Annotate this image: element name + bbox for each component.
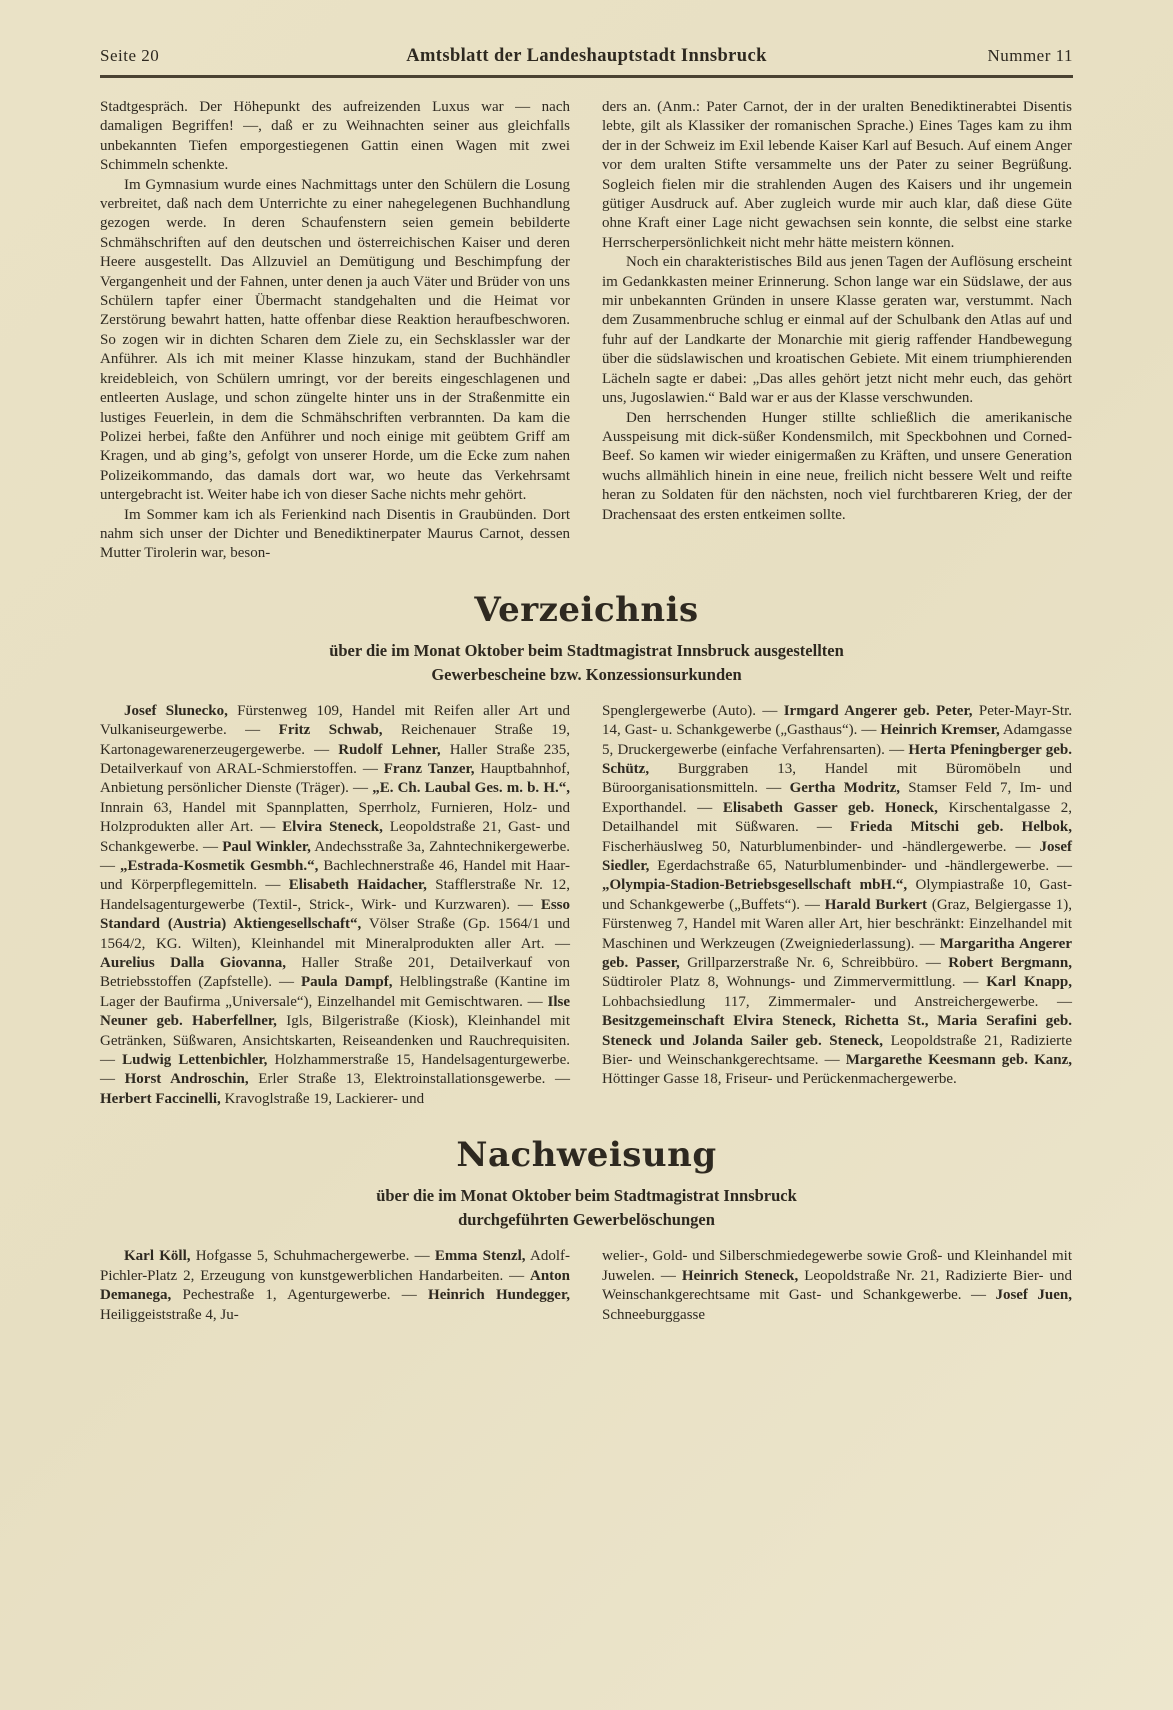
- article-paragraph: Stadtgespräch. Der Höhepunkt des aufreizenden Luxus war — nach damaligen Begriffen! —, daß er zu Weihnachten seiner aus gleichfalls unbekannten Tiefen emporgestiegenen Gattin einen Wagen mit zwei Schimmeln schenkte.: [100, 99, 570, 174]
- entry-name: Robert Bergmann,: [948, 955, 1072, 972]
- verzeichnis-left-column: [100, 702, 570, 1110]
- publication-title: Amtsblatt der Landeshauptstadt Innsbruck: [406, 46, 767, 66]
- entry-name: Josef Juen,: [995, 1287, 1072, 1304]
- entry-name: Josef Siedler,: [602, 838, 1072, 874]
- entry-text: Erler Straße 13, Elektroinstallationsgewerbe. —: [248, 1071, 571, 1088]
- entry-name: „Estrada-Kosmetik Gesmbh.“,: [120, 858, 319, 874]
- entry-name: „E. Ch. Laubal Ges. m. b. H.“,: [372, 780, 570, 797]
- entry-name: Margarethe Keesmann geb. Kanz,: [845, 1052, 1073, 1069]
- entry-text: Höttinger Gasse 18, Friseur- und Perückenmachergewerbe.: [602, 1071, 957, 1088]
- entry-name: Franz Tanzer,: [383, 760, 475, 777]
- entry-text: Haller Straße 201, Detailverkauf von Betriebsstoffen (Zapfstelle). —: [100, 955, 570, 991]
- entry-name: Anton Demanega,: [100, 1267, 570, 1304]
- article-paragraph: Im Gymnasium wurde eines Nachmittags unter den Schülern die Losung verbreitet, daß nach dem Unterrichte zu einer nahegelegenen Buchhandlung gezogen werde. In deren Schaufenstern seien gemein bebilderte Schmähschriften auf den deutschen und österreichischen Kaiser und deren Heere ausgestellt. Das Allzuviel an Demütigung und Beschimpfung der Vergangenheit und der Fahnen, unter denen ja auch Väter und Brüder von uns Schülern tapfer einer Übermacht standgehalten und die Heimat vor Zerstörung bewahrt hatten, hatte offenbar diese Reaktion heraufbeschworen. So zogen wir in dichten Scharen dem Ziele zu, ein Sechsklassler war der Anführer. Als ich mit meiner Klasse hinzukam, stand der Buchhändler kreidebleich, von Schülern umringt, vor der bereits eingeschlagenen und entleerten Auslage, und schon züngelte hinter uns in der Straßenmitte ein lustiges Feuerlein, in dem die Schmähschriften verbrannten. Da kam die Polizei herbei, faßte den Anführer und noch einige mit geübtem Griff am Kragen, und ab ging’s, gefolgt von unserer Horde, um die Ecke zum nahen Polizeikommando, das damals dort war, wo heute das Verkehrsamt untergebracht ist. Weiter habe ich von dieser Sache nichts mehr gehört.: [100, 176, 570, 504]
- entry-text: Bachlechnerstraße 46, Handel mit Haar- und Körperpflegemitteln. —: [100, 858, 570, 894]
- entry-name: Paul Winkler,: [222, 838, 311, 855]
- entry-text: Innrain 63, Handel mit Spannplatten, Sperrholz, Furnieren, Holz- und Holzprodukten aller Art. —: [100, 799, 570, 836]
- entry-name: Harald Burkert: [824, 896, 928, 913]
- entry-name: Rudolf Lehner,: [338, 741, 441, 758]
- entry-name: Elisabeth Haidacher,: [288, 877, 427, 894]
- subtitle-line: über die im Monat Oktober beim Stadtmagistrat Innsbruck ausgestellten: [329, 640, 844, 660]
- entry-name: Karl Köll,: [124, 1248, 191, 1265]
- header-divider: [100, 75, 1073, 78]
- entry-name: Karl Knapp,: [986, 974, 1072, 991]
- nachweisung-section: [100, 1135, 1073, 1325]
- entry-text: welier-, Gold- und Silberschmiedegewerbe sowie Groß- und Kleinhandel mit Juwelen. —: [602, 1248, 1072, 1284]
- article-paragraph: ders an. (Anm.: Pater Carnot, der in der uralten Benediktinerabtei Disentis lebte, gilt als Klassiker der romanischen Sprache.) Eines Tages kam zu ihm der in der Schweiz im Exil lebende Kaiser Karl auf Besuch. Auf einem Anger vor dem uralten Stifte versammelte uns der Pater zu seiner Begrüßung. Sogleich fielen mir die strahlenden Augen des Kaisers und ihr ungemein gütiger Ausdruck auf. Aber zugleich wurde mir auch klar, daß diese Güte ohne Kraft einer Lage nicht gewachsen sein konnte, die selbst eine starke Herrscherpersönlichkeit nicht mehr hätte meistern können.: [602, 99, 1072, 251]
- entry-text: Hofgasse 5, Schuhmachergewerbe. —: [190, 1248, 435, 1265]
- entry-name: Heinrich Kremser,: [880, 722, 1000, 739]
- entry-text: Pechestraße 1, Agenturgewerbe. —: [171, 1287, 429, 1304]
- entry-text: Haller Straße 235, Detailverkauf von ARAL-Schmierstoffen. —: [100, 741, 570, 777]
- entry-text: Andechsstraße 3a, Zahntechnikergewerbe. —: [100, 838, 570, 874]
- entry-name: Elvira Steneck,: [282, 819, 383, 836]
- nachweisung-left-column: [100, 1247, 570, 1325]
- entry-name: Fritz Schwab,: [278, 722, 383, 739]
- article-section: [100, 98, 1073, 564]
- issue-number-label: Nummer 11: [987, 46, 1073, 65]
- entry-text: Hauptbahnhof, Anbietung persönlicher Dienste (Träger). —: [100, 760, 570, 797]
- entry-name: Elisabeth Gasser geb. Honeck,: [722, 799, 938, 816]
- section-subtitle: [100, 639, 1073, 687]
- entry-text: Kravoglstraße 19, Lackierer- und: [220, 1090, 425, 1107]
- entry-text: Holzhammerstraße 15, Handelsagenturgewerbe. —: [100, 1052, 571, 1088]
- entry-name: Besitzgemeinschaft Elvira Steneck, Richetta St., Maria Serafini geb. Steneck und Jolanda Sailer geb. Steneck,: [602, 1013, 1072, 1049]
- page-number-label: Seite 20: [100, 46, 160, 65]
- entry-name: Herta Pfeningberger geb. Schütz,: [602, 741, 1072, 777]
- article-paragraph: Noch ein charakteristisches Bild aus jenen Tagen der Auflösung erscheint im Gedankkasten meiner Erinnerung. Schon lange war ein Südslawe, der aus mir unbekannten Gründen in unsere Klasse geraten war, verstummt. Nach dem Zusammenbruche schlug er einmal auf der Schulbank den Atlas auf und fuhr auf der Landkarte der Monarchie mit gierig raffender Handbewegung über die südslawischen und kroatischen Gebiete. Mit einem triumphierenden Lächeln sagte er dabei: „Das alles gehört jetzt nicht mehr euch, das gehört uns, Jugoslawien.“ Bald war er aus der Klasse verschwunden.: [602, 254, 1072, 407]
- entry-text: Fürstenweg 109, Handel mit Reifen aller Art und Vulkaniseurgewerbe. —: [100, 702, 571, 739]
- entry-text: Leopoldstraße 21, Radizierte Bier- und Weinschankgerechtsame. —: [602, 1032, 1073, 1069]
- entry-text: Lohbachsiedlung 117, Zimmermaler- und Anstreichergewerbe. —: [602, 993, 1072, 1010]
- subtitle-line: Gewerbescheine bzw. Konzessionsurkunden: [431, 664, 742, 684]
- section-subtitle: [100, 1184, 1073, 1232]
- entry-name: Ludwig Lettenbichler,: [122, 1052, 268, 1069]
- entry-name: Gertha Modritz,: [789, 780, 900, 797]
- entry-text: Helblingstraße (Kantine im Lager der Baufirma „Universale“), Einzelhandel mit Gemischtwaren. —: [100, 974, 570, 1010]
- entry-text: Völser Straße (Gp. 1564/1 und 1564/2, KG. Wilten), Kleinhandel mit Mineralprodukten aller Art. —: [100, 916, 570, 952]
- entry-name: Irmgard Angerer geb. Peter,: [783, 702, 973, 719]
- entry-name: Esso Standard (Austria) Aktiengesellschaft“,: [100, 896, 570, 933]
- entry-name: Paula Dampf,: [300, 974, 393, 991]
- entry-text: Grillparzerstraße Nr. 6, Schreibbüro. —: [679, 955, 949, 972]
- entry-text: Schneeburggasse: [602, 1306, 706, 1323]
- entry-name: Horst Androschin,: [124, 1071, 249, 1088]
- entry-text: Kirschentalgasse 2, Detailhandel mit Süßwaren. —: [602, 799, 1072, 836]
- entry-name: Aurelius Dalla Giovanna,: [100, 955, 286, 972]
- entry-text: Adamgasse 5, Druckergewerbe (einfache Verfahrensarten). —: [602, 722, 1072, 758]
- entry-text: Igls, Bilgeristraße (Kiosk), Kleinhandel mit Getränken, Süßwaren, Ansichtskarten, Reiseandenken und Rauchrequisiten. —: [100, 1013, 570, 1069]
- entry-text: Stamser Feld 7, Im- und Exporthandel. —: [602, 780, 1072, 816]
- entry-text: Stafflerstraße Nr. 12, Handelsagenturgewerbe (Textil-, Strick-, Wirk- und Kurzwaren). —: [100, 877, 570, 913]
- entry-text: Leopoldstraße Nr. 21, Radizierte Bier- und Weinschankgerechtsame mit Gast- und Schankgewerbe. —: [602, 1267, 1072, 1304]
- nachweisung-columns: [100, 1247, 1073, 1325]
- verzeichnis-right-column: [602, 702, 1072, 1110]
- entry-text: (Graz, Belgiergasse 1), Fürstenweg 7, Handel mit Waren aller Art, hier beschränkt: Einzelhandel mit Maschinen und Werkzeugen (Zweigniederlassung). —: [602, 896, 1073, 952]
- subtitle-line: über die im Monat Oktober beim Stadtmagistrat Innsbruck: [376, 1186, 797, 1206]
- entry-name: Emma Stenzl,: [434, 1248, 526, 1265]
- article-right-column: [602, 98, 1072, 564]
- entry-name: Ilse Neuner geb. Haberfellner,: [100, 993, 570, 1030]
- article-paragraph: Den herrschenden Hunger stillte schließlich die amerikanische Ausspeisung mit dick-süßer Kondensmilch, mit Speckbohnen und Corned-Beef. So kamen wir wieder einigermaßen zu Kräften, und unsere Generation wuchs allmählich hinein in eine neue, freilich nicht bessere Welt und reifte heran zu Soldaten für den nächsten, noch viel furchtbareren Krieg, der der Drachensaat des ersten entkeimen sollte.: [602, 409, 1072, 523]
- entry-text: Reichenauer Straße 19, Kartonagewarenerzeugergewerbe. —: [100, 722, 570, 758]
- entry-name: Heinrich Hundegger,: [428, 1287, 570, 1304]
- page-content: [100, 98, 1073, 1325]
- entry-text: Burggraben 13, Handel mit Büromöbeln und Büroorganisationsmitteln. —: [602, 760, 1072, 797]
- entry-text: Olympiastraße 10, Gast- und Schankgewerbe („Buffets“). —: [602, 877, 1072, 913]
- section-title-nachweisung: Nachweisung: [456, 1135, 717, 1176]
- nachweisung-right-column: [602, 1247, 1072, 1325]
- masthead: [100, 46, 1073, 67]
- entry-name: Frieda Mitschi geb. Helbok,: [850, 819, 1072, 836]
- entry-text: Leopoldstraße 21, Gast- und Schankgewerbe. —: [100, 819, 570, 855]
- subtitle-line: durchgeführten Gewerbelöschungen: [458, 1210, 715, 1230]
- entry-name: Heinrich Steneck,: [681, 1267, 799, 1284]
- entry-text: Südtiroler Platz 8, Wohnungs- und Zimmervermittlung. —: [602, 974, 987, 991]
- entry-text: Peter-Mayr-Str. 14, Gast- u. Schankgewerbe („Gasthaus“). —: [602, 702, 1072, 739]
- section-title-verzeichnis: Verzeichnis: [474, 589, 699, 630]
- entry-text: Adolf-Pichler-Platz 2, Erzeugung von kunstgewerblichen Handarbeiten. —: [100, 1248, 570, 1284]
- entry-text: Egerdachstraße 65, Naturblumenbinder- und -händlergewerbe. —: [649, 858, 1072, 874]
- entry-text: Heiliggeiststraße 4, Ju-: [100, 1306, 239, 1323]
- verzeichnis-section: [100, 590, 1073, 1110]
- entry-name: Josef Slunecko,: [124, 702, 228, 719]
- article-paragraph: Im Sommer kam ich als Ferienkind nach Disentis in Graubünden. Dort nahm sich unser der Dichter und Benediktinerpater Maurus Carnot, dessen Mutter Tirolerin war, beson-: [100, 506, 570, 562]
- entry-name: Margaritha Angerer geb. Passer,: [602, 935, 1072, 972]
- entry-text: Fischerhäuslweg 50, Naturblumenbinder- und -händlergewerbe. —: [602, 838, 1040, 855]
- entry-name: Herbert Faccinelli,: [100, 1090, 221, 1107]
- verzeichnis-columns: [100, 702, 1073, 1110]
- entry-text: Spenglergewerbe (Auto). —: [602, 702, 784, 719]
- article-left-column: [100, 98, 570, 564]
- entry-name: „Olympia-Stadion-Betriebsgesellschaft mbH.“,: [602, 877, 908, 894]
